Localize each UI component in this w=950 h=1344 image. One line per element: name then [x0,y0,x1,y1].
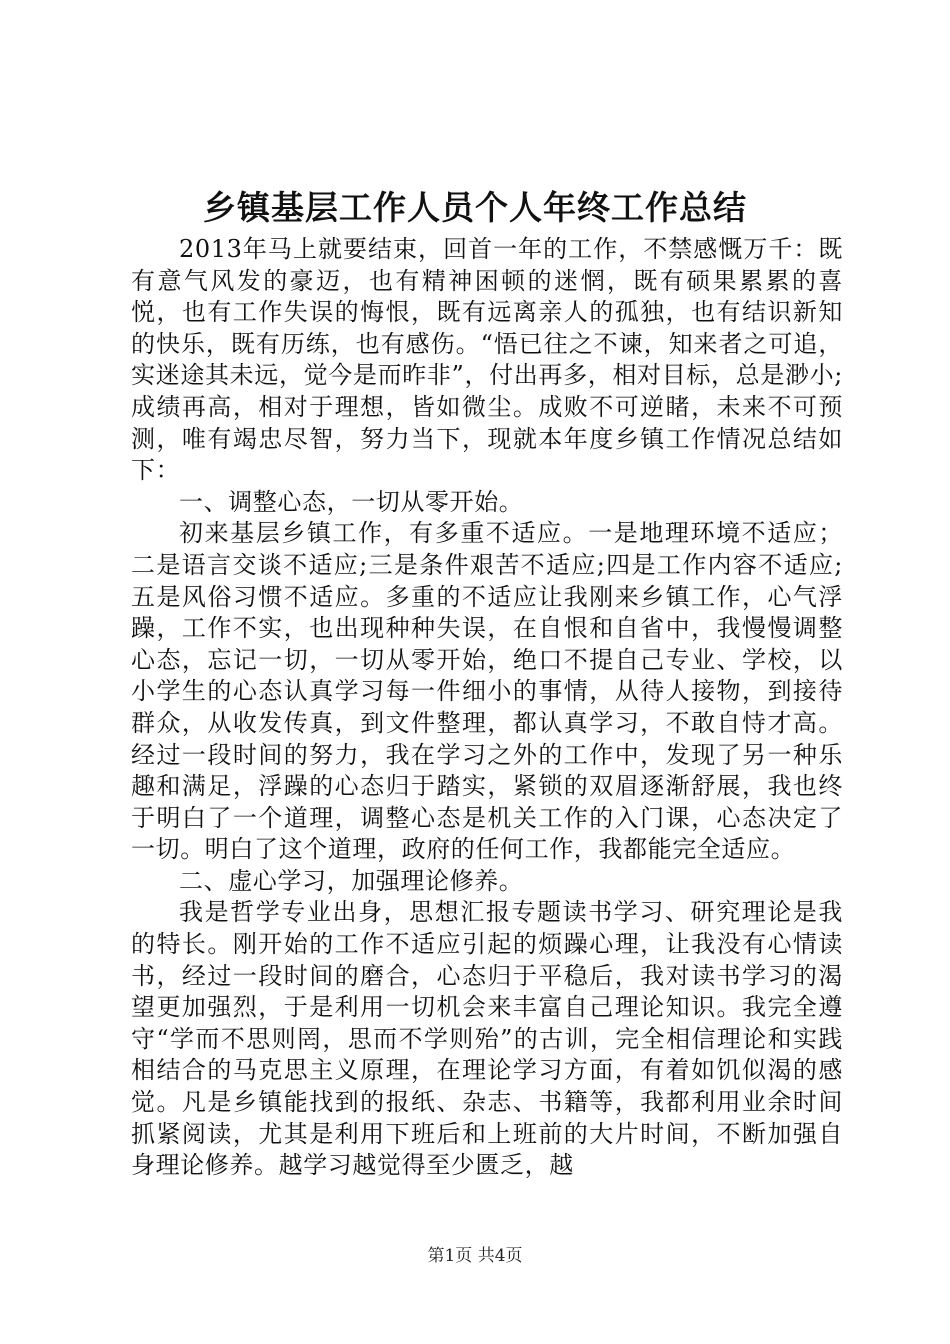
section-heading-1: 一、调整心态，一切从零开始。 [179,487,524,516]
page-number-footer: 第1页 共4页 [427,1246,523,1266]
document-body [131,234,843,1182]
document-title: 乡镇基层工作人员个人年终工作总结 [203,188,747,227]
section-heading-2: 二、虚心学习，加强理论修养。 [179,866,524,895]
paragraph-section-2: 我是哲学专业出身，思想汇报专题读书学习、研究理论是我的特长。刚开始的工作不适应引起的烦躁心理，让我没有心情读书，经过一段时间的磨合，心态归于平稳后，我对读书学习的渴望更加强烈，于是利用一切机会来丰富自己理论知识。我完全遵守“学而不思则罔，思而不学则殆”的古训，完全相信理论和实践相结合的马克思主义原理，在理论学习方面，有着如饥似渴的感觉。凡是乡镇能找到的报纸、杂志、书籍等，我都利用业余时间抓紧阅读，尤其是利用下班后和上班前的大片时间，不断加强自身理论修养。越学习越觉得至少匮乏，越 [131,898,843,1180]
paragraph-intro: 2013年马上就要结束，回首一年的工作，不禁感慨万千：既有意气风发的豪迈，也有精神困顿的迷惘，既有硕果累累的喜悦，也有工作失误的悔恨，既有远离亲人的孤独，也有结识新知的快乐，既有历练，也有感伤。“悟已往之不谏，知来者之可追，实迷途其未远，觉今是而昨非”，付出再多，相对目标，总是渺小;成绩再高，相对于理想，皆如微尘。成败不可逆睹，未来不可预测，唯有竭忠尽智，努力当下，现就本年度乡镇工作情况总结如下： [131,235,843,485]
paragraph-section-1: 初来基层乡镇工作，有多重不适应。一是地理环境不适应；二是语言交谈不适应;三是条件艰苦不适应;四是工作内容不适应;五是风俗习惯不适应。多重的不适应让我刚来乡镇工作，心气浮躁，工作不实，也出现种种失误，在自恨和自省中，我慢慢调整心态，忘记一切，一切从零开始，绝口不提自己专业、学校，以小学生的心态认真学习每一件细小的事情，从待人接物，到接待群众，从收发传真，到文件整理，都认真学习，不敢自恃才高。经过一段时间的努力，我在学习之外的工作中，发现了另一种乐趣和满足，浮躁的心态归于踏实，紧锁的双眉逐渐舒展，我也终于明白了一个道理，调整心态是机关工作的入门课，心态决定了一切。明白了这个道理，政府的任何工作，我都能完全适应。 [131,519,843,864]
